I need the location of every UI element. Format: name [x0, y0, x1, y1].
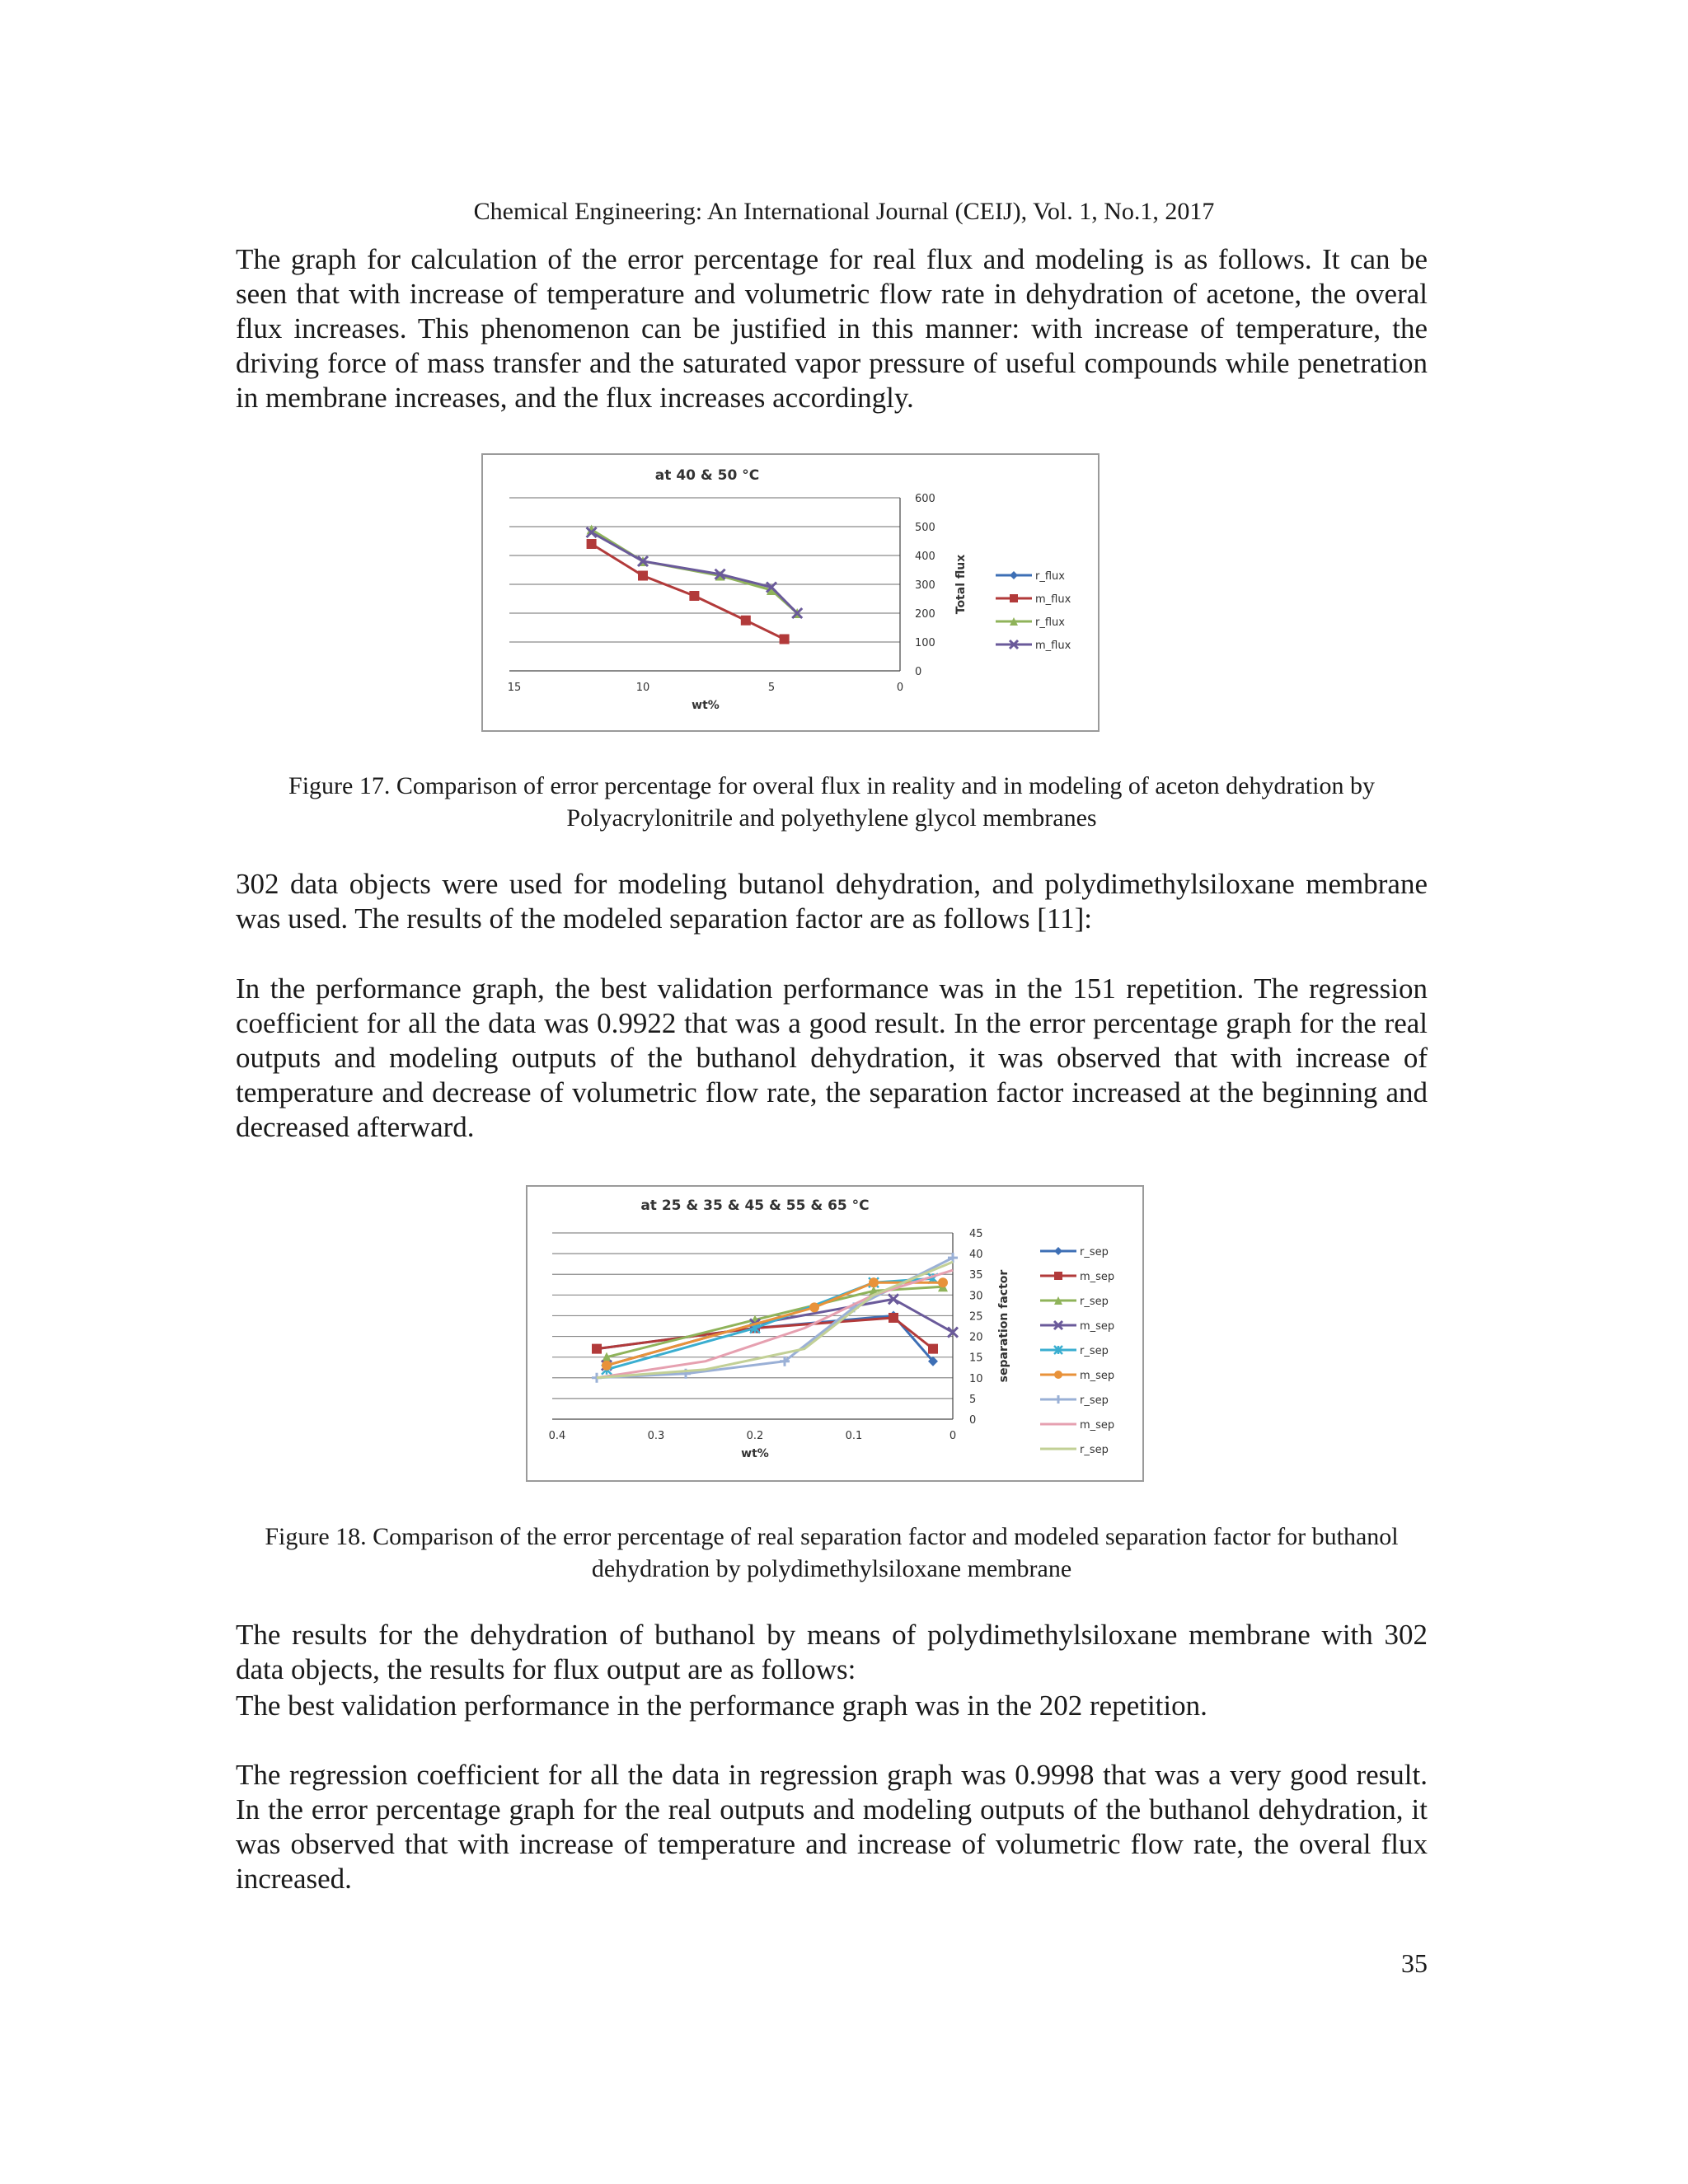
legend-label: r_sep: [1080, 1246, 1109, 1258]
y-tick-label: 0: [915, 666, 922, 678]
y-tick-label: 200: [915, 608, 935, 621]
page-number: 35: [1401, 1948, 1428, 1978]
figure-18-caption: Figure 18. Comparison of the error percentage of real separation factor and modeled separation factor for buthanol dehydration by polydimethylsiloxane membrane: [265, 1523, 1399, 1582]
legend-label: r_sep: [1080, 1394, 1109, 1407]
legend-label: m_sep: [1080, 1419, 1115, 1432]
data-point: [889, 1313, 898, 1323]
x-tick-label: 0: [949, 1430, 957, 1442]
y-tick-label: 35: [969, 1269, 983, 1282]
legend-label: m_flux: [1035, 593, 1071, 606]
y-tick-label: 45: [969, 1228, 983, 1240]
paragraph-performance: In the performance graph, the best validation performance was in the 151 repetition. The regression coefficient for all the data was 0.9922 that was a good result. In the error percentage graph for the real outputs and modeling outputs of the buthanol dehydration, it was observed that with increase of temperature and decrease of volumetric flow rate, the separation factor increased at the beginning and decreased afterward.: [236, 972, 1428, 1143]
x-tick-label: 5: [767, 682, 776, 694]
paragraph-flux-intro: The graph for calculation of the error percentage for real flux and modeling is as follows. It can be seen that with increase of temperature and volumetric flow rate in dehydration of acetone, the overal flux increases. This phenomenon can be justified in this manner: with increase of temperature, the driving force of mass transfer and the saturated vapor pressure of useful compounds while penetration in membrane increases, and the flux increases accordingly.: [236, 243, 1428, 414]
x-axis-label: wt%: [741, 1447, 769, 1460]
x-tick-label: 0.3: [647, 1430, 665, 1442]
legend-label: m_sep: [1080, 1370, 1115, 1382]
legend-label: r_sep: [1080, 1444, 1109, 1456]
y-tick-label: 10: [969, 1372, 983, 1385]
x-tick-label: 0.1: [845, 1430, 863, 1442]
y-axis-label: Total flux: [954, 554, 968, 615]
y-tick-label: 20: [969, 1331, 983, 1344]
series-line: [592, 544, 785, 640]
paragraph-butanol-data: 302 data objects were used for modeling butanol dehydration, and polydimethylsiloxane membrane was used. The results of the modeled separation factor are as follows [11]:: [236, 868, 1428, 935]
data-point: [1010, 571, 1018, 579]
y-tick-label: 100: [915, 637, 935, 649]
data-point: [689, 591, 699, 601]
legend-label: r_sep: [1080, 1345, 1109, 1357]
data-point: [602, 1361, 612, 1371]
legend-label: r_flux: [1035, 616, 1065, 629]
x-tick-label: 0.2: [746, 1430, 764, 1442]
x-tick-label: 0.4: [548, 1430, 566, 1442]
data-point: [1054, 1272, 1062, 1280]
y-tick-label: 0: [969, 1414, 977, 1427]
x-tick-label: 0: [896, 682, 904, 694]
data-point: [638, 571, 648, 581]
data-point: [1054, 1247, 1062, 1255]
y-tick-label: 40: [969, 1249, 983, 1262]
figure-18: [526, 1185, 1144, 1482]
paragraph-best-validation: The best validation performance in the performance graph was in the 202 repetition.: [236, 1690, 1207, 1722]
data-point: [938, 1277, 948, 1287]
chart-title: at 25 & 35 & 45 & 55 & 65 °C: [640, 1197, 870, 1214]
y-tick-label: 5: [969, 1393, 977, 1406]
y-tick-label: 400: [915, 551, 935, 563]
flux-chart: [483, 455, 1098, 730]
legend-label: m_flux: [1035, 640, 1071, 652]
data-point: [1054, 1395, 1062, 1404]
figure-17: [481, 453, 1100, 732]
data-point: [948, 1253, 958, 1263]
data-point: [869, 1277, 879, 1287]
data-point: [741, 616, 751, 626]
data-point: [928, 1344, 938, 1354]
x-tick-label: 10: [635, 682, 650, 694]
y-tick-label: 300: [915, 579, 935, 592]
legend-label: m_sep: [1080, 1320, 1115, 1333]
legend-label: r_sep: [1080, 1296, 1109, 1308]
paragraph-flux-results: The results for the dehydration of buthanol by means of polydimethylsiloxane membrane with 302 data objects, the results for flux output are as follows:: [236, 1619, 1428, 1685]
legend-label: m_sep: [1080, 1271, 1115, 1283]
series-line: [592, 532, 798, 613]
y-tick-label: 600: [915, 493, 935, 505]
figure-17-caption: Figure 17. Comparison of error percentage for overal flux in reality and in modeling of aceton dehydration by Polyacrylonitrile and polyethylene glycol membranes: [288, 772, 1375, 832]
data-point: [809, 1302, 819, 1312]
x-axis-label: wt%: [692, 699, 720, 712]
y-axis-label: separation factor: [997, 1269, 1010, 1383]
legend-label: r_flux: [1035, 570, 1065, 583]
data-point: [592, 1344, 602, 1354]
separation-factor-chart: [528, 1187, 1142, 1480]
y-tick-label: 25: [969, 1310, 983, 1324]
chart-title: at 40 & 50 °C: [654, 467, 760, 484]
y-tick-label: 500: [915, 522, 935, 534]
y-tick-label: 30: [969, 1290, 983, 1303]
x-tick-label: 15: [507, 682, 522, 694]
data-point: [1054, 1371, 1062, 1379]
data-point: [587, 539, 597, 549]
journal-header: Chemical Engineering: An International Journal (CEIJ), Vol. 1, No.1, 2017: [473, 198, 1215, 225]
data-point: [1010, 594, 1018, 602]
paragraph-regression: The regression coefficient for all the data in regression graph was 0.9998 that was a very good result. In the error percentage graph for the real outputs and modeling outputs of the buthanol dehydration, it was observed that with increase of temperature and increase of volumetric flow rate, the overal flux increased.: [236, 1759, 1428, 1895]
y-tick-label: 15: [969, 1352, 983, 1365]
data-point: [780, 635, 790, 644]
